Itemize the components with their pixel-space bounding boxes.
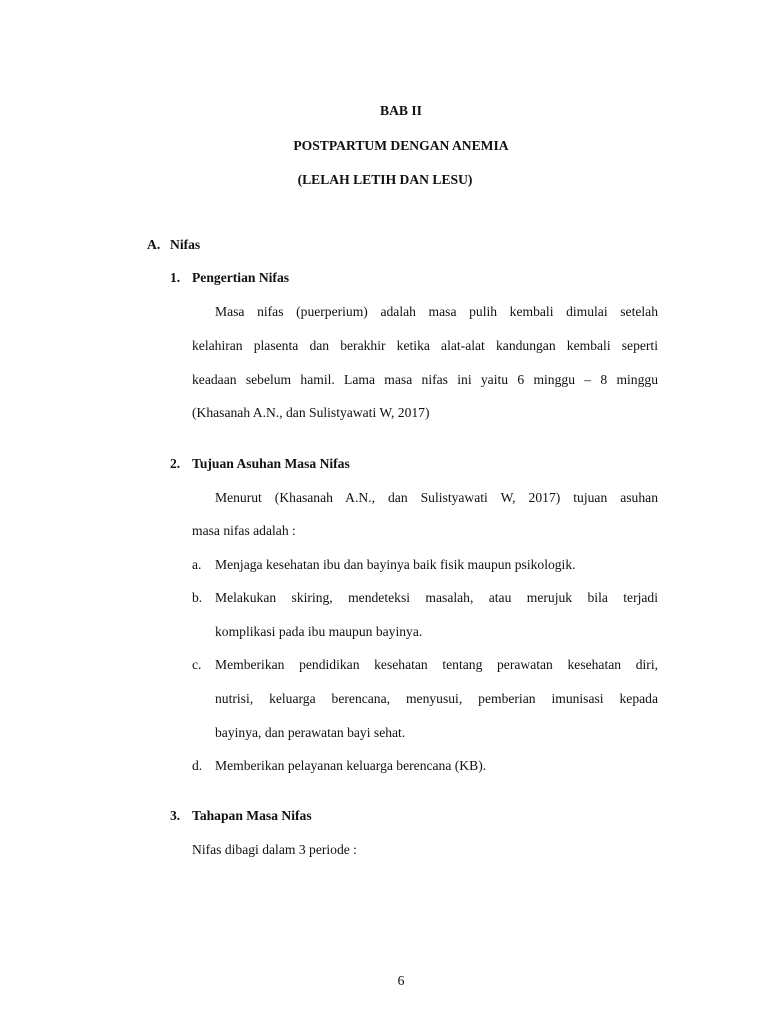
list-item-text: Menjaga kesehatan ibu dan bayinya baik fisik maupun psikologik.	[215, 557, 576, 572]
chapter-title: POSTPARTUM DENGAN ANEMIA	[293, 138, 509, 153]
list-item-text: komplikasi pada ibu maupun bayinya.	[215, 624, 423, 639]
sub3-marker: 3.	[170, 808, 181, 823]
sub1-paragraph-line: (Khasanah A.N., dan Sulistyawati W, 2017)	[192, 405, 430, 420]
sub1-paragraph-line: Masa nifas (puerperium) adalah masa pulih kembali dimulai setelah	[215, 304, 658, 319]
chapter-heading: BAB II	[380, 103, 422, 118]
sub1-title: Pengertian Nifas	[192, 270, 290, 285]
list-item-marker: b.	[192, 590, 203, 605]
list-item-text: Memberikan pelayanan keluarga berencana (KB).	[215, 758, 487, 773]
sub3-title: Tahapan Masa Nifas	[192, 808, 312, 823]
list-item-text: Melakukan skiring, mendeteksi masalah, atau merujuk bila terjadi	[215, 590, 658, 605]
list-item-marker: d.	[192, 758, 203, 773]
list-item-text: bayinya, dan perawatan bayi sehat.	[215, 725, 406, 740]
sub1-marker: 1.	[170, 270, 181, 285]
list-item-marker: a.	[192, 557, 202, 572]
sub2-intro-line: masa nifas adalah :	[192, 523, 296, 538]
sub3-intro: Nifas dibagi dalam 3 periode :	[192, 842, 357, 857]
sub2-intro-line: Menurut (Khasanah A.N., dan Sulistyawati W, 2017) tujuan asuhan	[215, 490, 658, 505]
list-item-text: nutrisi, keluarga berencana, menyusui, pemberian imunisasi kepada	[215, 691, 658, 706]
sub2-marker: 2.	[170, 456, 181, 471]
chapter-subtitle: (LELAH LETIH DAN LESU)	[297, 172, 473, 187]
sub1-paragraph-line: kelahiran plasenta dan berakhir ketika alat-alat kandungan kembali seperti	[192, 338, 658, 353]
sub2-title: Tujuan Asuhan Masa Nifas	[192, 456, 350, 471]
section-a-title: Nifas	[170, 237, 201, 252]
section-a-marker: A.	[147, 237, 161, 252]
page-number: 6	[397, 973, 405, 988]
list-item-text: Memberikan pendidikan kesehatan tentang perawatan kesehatan diri,	[215, 657, 658, 672]
list-item-marker: c.	[192, 657, 202, 672]
sub1-paragraph-line: keadaan sebelum hamil. Lama masa nifas ini yaitu 6 minggu – 8 minggu	[192, 372, 658, 387]
